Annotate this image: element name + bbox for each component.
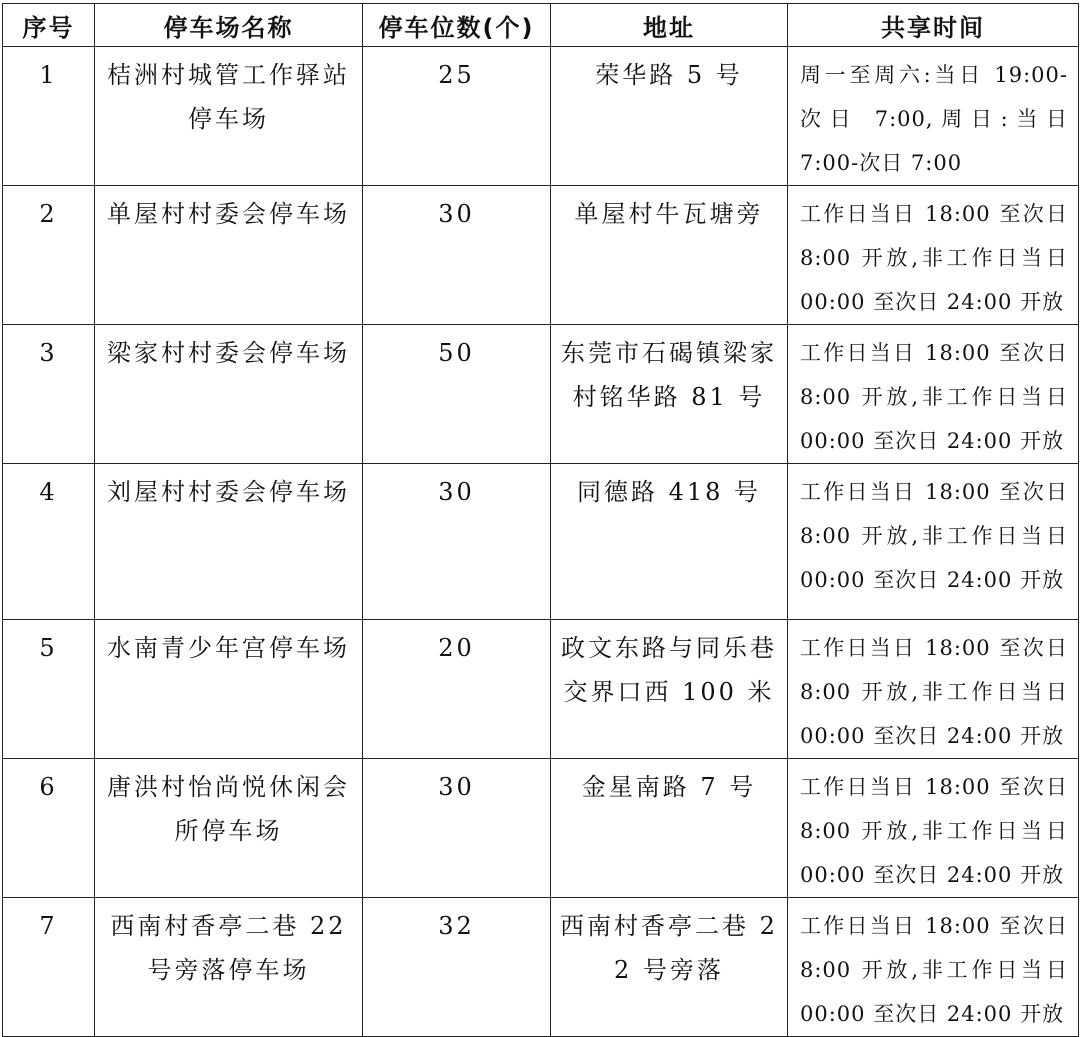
row-time — [788, 47, 1079, 186]
row-name: 西南村香亭二巷 22 号旁落停车场 — [95, 898, 363, 1037]
row-address: 政文东路与同乐巷交界口西 100 米 — [551, 620, 788, 759]
row-name: 唐洪村怡尚悦休闲会所停车场 — [95, 759, 363, 898]
row-name: 单屋村村委会停车场 — [95, 186, 363, 325]
row-no: 7 — [3, 898, 95, 1037]
time-line: 工作日当日 18:00 至次日 — [800, 341, 1068, 365]
row-no: 6 — [3, 759, 95, 898]
table-row — [3, 464, 1079, 620]
parking-share-table — [2, 3, 1079, 1037]
header-row — [3, 4, 1079, 47]
time-line: 8:00 开放,非工作日当日 — [800, 385, 1068, 409]
time-line: 8:00 开放,非工作日当日 — [800, 958, 1068, 982]
row-time — [788, 620, 1079, 759]
time-line: 工作日当日 18:00 至次日 — [800, 636, 1068, 660]
row-time — [788, 898, 1079, 1037]
row-no: 5 — [3, 620, 95, 759]
row-count: 30 — [363, 759, 551, 898]
row-time — [788, 325, 1079, 464]
table-row — [3, 186, 1079, 325]
row-address: 同德路 418 号 — [551, 464, 788, 620]
row-name: 刘屋村村委会停车场 — [95, 464, 363, 620]
time-line: 周一至周六:当日 19:00- — [800, 63, 1068, 87]
row-address: 西南村香亭二巷 22 号旁落 — [551, 898, 788, 1037]
row-count: 20 — [363, 620, 551, 759]
row-count: 32 — [363, 898, 551, 1037]
time-line: 工作日当日 18:00 至次日 — [800, 480, 1068, 504]
row-address: 单屋村牛瓦塘旁 — [551, 186, 788, 325]
row-no: 1 — [3, 47, 95, 186]
row-count: 25 — [363, 47, 551, 186]
header-address: 地址 — [551, 4, 788, 47]
row-time — [788, 186, 1079, 325]
row-time — [788, 759, 1079, 898]
table-row — [3, 898, 1079, 1037]
time-line: 8:00 开放,非工作日当日 — [800, 246, 1068, 270]
time-line: 7:00-次日 7:00 — [800, 151, 963, 175]
table-row — [3, 47, 1079, 186]
time-line: 00:00 至次日 24:00 开放 — [800, 568, 1065, 592]
row-name: 梁家村村委会停车场 — [95, 325, 363, 464]
time-line: 工作日当日 18:00 至次日 — [800, 775, 1068, 799]
row-no: 4 — [3, 464, 95, 620]
row-name: 桔洲村城管工作驿站停车场 — [95, 47, 363, 186]
time-line: 8:00 开放,非工作日当日 — [800, 819, 1068, 843]
table-row — [3, 325, 1079, 464]
time-line: 8:00 开放,非工作日当日 — [800, 680, 1068, 704]
row-count: 50 — [363, 325, 551, 464]
time-line: 工作日当日 18:00 至次日 — [800, 202, 1068, 226]
time-line: 00:00 至次日 24:00 开放 — [800, 863, 1065, 887]
row-address: 荣华路 5 号 — [551, 47, 788, 186]
row-time — [788, 464, 1079, 620]
row-name: 水南青少年宫停车场 — [95, 620, 363, 759]
row-address: 东莞市石碣镇梁家村铭华路 81 号 — [551, 325, 788, 464]
table-row — [3, 759, 1079, 898]
time-line: 00:00 至次日 24:00 开放 — [800, 290, 1065, 314]
row-count: 30 — [363, 186, 551, 325]
row-no: 3 — [3, 325, 95, 464]
row-no: 2 — [3, 186, 95, 325]
time-line: 00:00 至次日 24:00 开放 — [800, 724, 1065, 748]
time-line: 8:00 开放,非工作日当日 — [800, 524, 1068, 548]
time-line: 00:00 至次日 24:00 开放 — [800, 429, 1065, 453]
header-count: 停车位数(个) — [363, 4, 551, 47]
row-count: 30 — [363, 464, 551, 620]
time-line: 次日 7:00,周日:当日 — [800, 107, 1068, 131]
time-line: 00:00 至次日 24:00 开放 — [800, 1002, 1065, 1026]
header-no: 序号 — [3, 4, 95, 47]
time-line: 工作日当日 18:00 至次日 — [800, 914, 1068, 938]
row-address: 金星南路 7 号 — [551, 759, 788, 898]
table-row — [3, 620, 1079, 759]
header-name: 停车场名称 — [95, 4, 363, 47]
header-time: 共享时间 — [788, 4, 1079, 47]
